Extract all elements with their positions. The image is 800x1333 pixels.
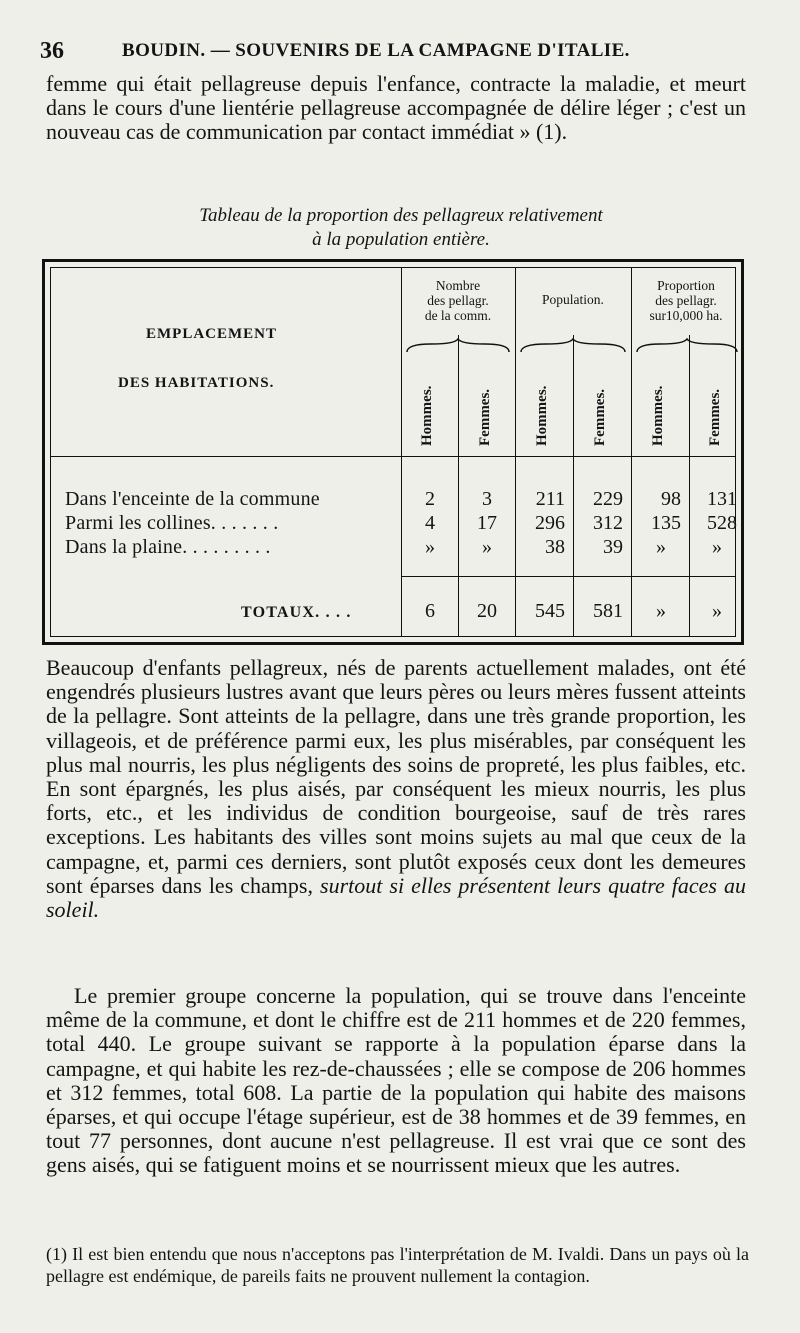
paragraph-2 bbox=[46, 656, 746, 922]
table-rule bbox=[401, 268, 402, 636]
subhead-hommes-3: Hommes. bbox=[650, 385, 666, 446]
table-cell: 131 bbox=[707, 488, 737, 510]
table-cell: » bbox=[656, 536, 666, 558]
totals-label: TOTAUX. . . . bbox=[241, 604, 352, 621]
table-rule bbox=[458, 335, 459, 636]
table-caption-line-2: à la population entière. bbox=[312, 229, 490, 250]
row-label-collines: Parmi les collines. . . . . . . bbox=[65, 512, 279, 534]
table-cell: 4 bbox=[425, 512, 435, 534]
brace-proportion bbox=[635, 338, 739, 354]
running-head bbox=[40, 38, 762, 68]
page-number: 36 bbox=[40, 38, 64, 64]
table-cell: 229 bbox=[593, 488, 623, 510]
table-cell: » bbox=[712, 536, 722, 558]
paragraph-3: Le premier groupe concerne la population, qui se trouve dans l'enceinte même de la commune, et dont le chiffre est de 211 hommes et de 220 femmes, total 440. Le groupe suivant se rapporte à la population éparse dans la campagne, et qui habite les rez-de-chaussées ; elle se compose de 206 hommes et 312 femmes, total 608. La partie de la population qui habite des maisons éparses, et qui occupe l'étage supérieur, est de 38 hommes et de 39 femmes, en tout 77 personnes, dont aucune n'est pellagreuse. Il est vrai que ce sont des gens aisés, qui se fatiguent moins et se nourrissent mieux que les autres. bbox=[46, 983, 746, 1178]
group-head-population: Population. bbox=[542, 292, 604, 307]
table-cell: 17 bbox=[477, 512, 497, 534]
subhead-femmes-3: Femmes. bbox=[707, 388, 723, 446]
brace-nombre bbox=[405, 338, 511, 354]
brace-population bbox=[519, 338, 627, 354]
group-head-proportion: Proportion des pellagr. sur10,000 ha. bbox=[649, 278, 723, 323]
table-cell: 528 bbox=[707, 512, 737, 534]
table-rule bbox=[573, 335, 574, 636]
table-rule bbox=[515, 268, 516, 636]
table-cell: 296 bbox=[535, 512, 565, 534]
totals-cell: 545 bbox=[535, 600, 565, 622]
running-title: BOUDIN. — SOUVENIRS DE LA CAMPAGNE D'ITALIE. bbox=[122, 40, 630, 61]
table-cell: 135 bbox=[651, 512, 681, 534]
totals-cell: » bbox=[712, 600, 722, 622]
header-habitations: DES HABITATIONS. bbox=[118, 375, 275, 391]
totals-cell: 20 bbox=[477, 600, 497, 622]
subhead-hommes-2: Hommes. bbox=[534, 385, 550, 446]
table-caption-line-1: Tableau de la proportion des pellagreux relativement bbox=[199, 205, 603, 226]
row-label-plaine: Dans la plaine. . . . . . . . . bbox=[65, 536, 271, 558]
table-cell: 38 bbox=[545, 536, 565, 558]
table-cell: 2 bbox=[425, 488, 435, 510]
table-cell: 3 bbox=[482, 488, 492, 510]
table-cell: 312 bbox=[593, 512, 623, 534]
subhead-femmes-1: Femmes. bbox=[477, 388, 493, 446]
table-totals-rule bbox=[401, 576, 735, 577]
pellagra-table bbox=[42, 259, 744, 645]
subhead-femmes-2: Femmes. bbox=[592, 388, 608, 446]
table-cell: 211 bbox=[535, 488, 565, 510]
table-cell: » bbox=[425, 536, 435, 558]
footnote: (1) Il est bien entendu que nous n'acceptons pas l'interprétation de M. Ivaldi. Dans un pays où la pellagre est endémique, de pareils faits ne prouvent nullement la contagion. bbox=[46, 1244, 749, 1286]
header-emplacement: EMPLACEMENT bbox=[146, 326, 277, 342]
row-label-commune: Dans l'enceinte de la commune bbox=[65, 488, 320, 510]
subhead-hommes-1: Hommes. bbox=[419, 385, 435, 446]
table-cell: 39 bbox=[603, 536, 623, 558]
table-cell: » bbox=[482, 536, 492, 558]
table-caption bbox=[40, 204, 762, 252]
table-cell: 98 bbox=[661, 488, 681, 510]
totals-cell: » bbox=[656, 600, 666, 622]
group-head-nombre: Nombre des pellagr. de la comm. bbox=[424, 278, 492, 323]
table-rule bbox=[689, 335, 690, 636]
totals-cell: 581 bbox=[593, 600, 623, 622]
paragraph-2-text: Beaucoup d'enfants pellagreux, nés de parents actuellement malades, ont été engendrés plusieurs lustres avant que leurs pères ou leurs mères fussent atteints de la pellagre. Sont atteints de la pellagre, dans une très grande proportion, les villageois, et de préférence parmi eux, les plus misérables, par conséquent les plus mal nourris, les plus négligents des soins de propreté, les plus faibles, etc. En sont épargnés, les plus aisés, par conséquent les mieux nourris, les plus forts, etc., et les individus de condition bourgeoise, sauf de très rares exceptions. Les habitants des villes sont moins sujets au mal que ceux de la campagne, et, parmi ces derniers, sont plutôt exposés ceux dont les demeures sont éparses dans les champs, bbox=[46, 655, 746, 898]
table-inner-frame bbox=[50, 267, 736, 637]
table-header-rule bbox=[51, 456, 735, 457]
totals-cell: 6 bbox=[425, 600, 435, 622]
paragraph-1: femme qui était pellagreuse depuis l'enfance, contracte la maladie, et meurt dans le cours d'une lientérie pellagreuse accompagnée de délire léger ; c'est un nouveau cas de communication par contact immédiat » (1). bbox=[46, 71, 746, 145]
paragraph-2-italic: surtout si elles présentent leurs quatre faces au soleil. bbox=[46, 872, 746, 923]
table-rule bbox=[631, 268, 632, 636]
